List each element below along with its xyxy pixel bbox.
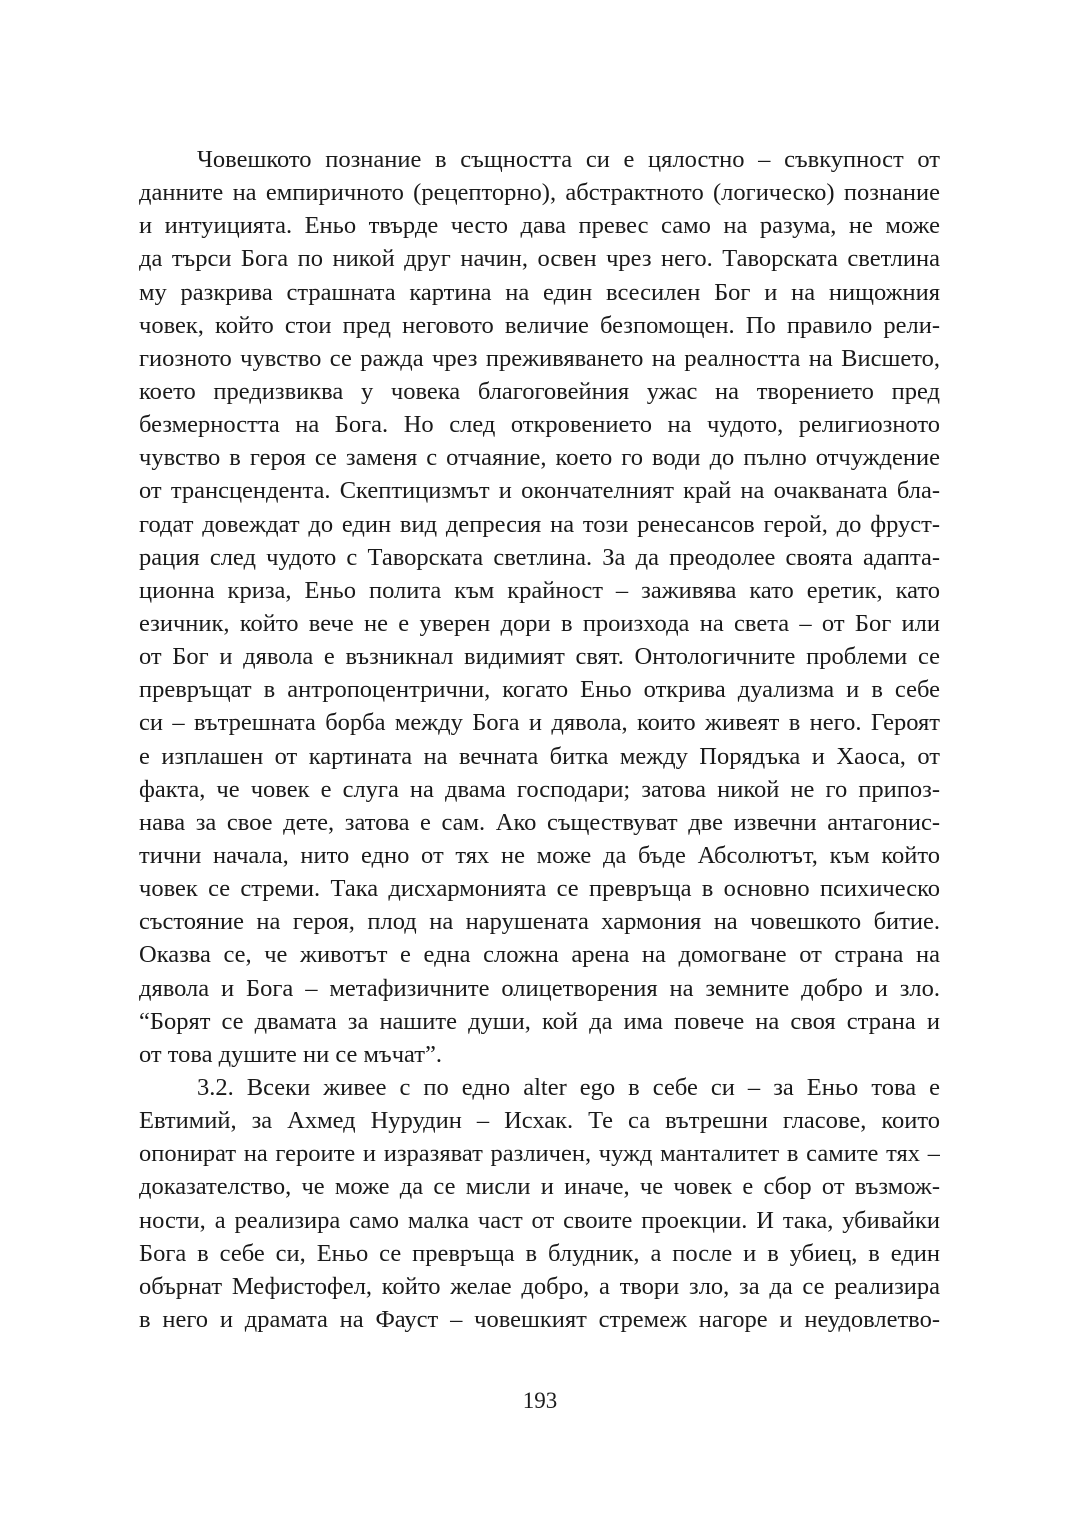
text-line: състояние на героя, плод на нарушената хармония на човешкото битие.: [139, 908, 940, 936]
text-line: от Бог и дявола е възникнал видимият свят. Онтологичните проблеми се: [139, 643, 940, 671]
text-line: Евтимий, за Ахмед Нурудин – Исхак. Те са вътрешни гласове, които: [139, 1107, 940, 1135]
text-line: си – вътрешната борба между Бога и дявола, които живеят в него. Героят: [139, 709, 940, 737]
text-line: превръщат в антропоцентрични, когато Еньо открива дуализма и в себе: [139, 676, 940, 704]
text-line: което предизвиква у човека благоговейния ужас на творението пред: [139, 377, 940, 405]
text-line: чувство в героя се заменя с отчаяние, което го води до пълно отчуждение: [139, 444, 940, 472]
text-line: данните на емпиричното (рецепторно), абстрактното (логическо) познание: [139, 179, 940, 207]
text-line: нава за свое дете, затова е сам. Ако съществуват две извечни антагонис-: [139, 808, 940, 836]
text-line: в него и драмата на Фауст – човешкият стремеж нагоре и неудовлетво-: [139, 1305, 940, 1333]
text-line: рация след чудото с Таворската светлина. За да преодолее своята адапта-: [139, 543, 940, 571]
text-line: ности, а реализира само малка част от своите проекции. И така, убивайки: [139, 1206, 940, 1234]
text-line: езичник, който вече не е уверен дори в произхода на света – от Бог или: [139, 609, 940, 637]
text-line: “Борят се двамата за нашите души, кой да има повече на своя страна и: [139, 1007, 940, 1035]
text-line: му разкрива страшната картина на един всесилен Бог и на нищожния: [139, 278, 940, 306]
page-number: 193: [522, 1388, 558, 1413]
text-line: от това душите ни се мъчат”.: [139, 1040, 442, 1068]
text-line: дявола и Бога – метафизичните олицетворения на земните добро и зло.: [139, 974, 940, 1002]
text-line: факта, че човек е слуга на двама господари; затова никой не го припоз-: [139, 775, 940, 803]
text-line: човек се стреми. Така дисхармонията се превръща в основно психическо: [139, 875, 940, 903]
text-line: 3.2. Всеки живее с по едно alter ego в себе си – за Еньо това е: [197, 1073, 940, 1101]
text-line: обърнат Мефистофел, който желае добро, а твори зло, за да се реализира: [139, 1272, 940, 1300]
text-line: Бога в себе си, Еньо се превръща в блудник, а после и в убиец, в един: [139, 1239, 940, 1267]
text-line: опонират на героите и изразяват различен, чужд манталитет в самите тях –: [139, 1140, 940, 1168]
text-line: човек, който стои пред неговото величие безпомощен. По правило рели-: [139, 311, 940, 339]
text-line: да търси Бога по никой друг начин, освен чрез него. Таворската светлина: [139, 245, 940, 273]
text-line: годат довеждат до един вид депресия на този ренесансов герой, до фруст-: [139, 510, 940, 538]
text-line: и интуицията. Еньо твърде често дава превес само на разума, не може: [139, 212, 940, 240]
text-line: гиозното чувство се ражда чрез преживяването на реалността на Висшето,: [139, 344, 940, 372]
text-line: тични начала, нито едно от тях не може да бъде Абсолютът, към който: [139, 841, 940, 869]
text-line: Човешкото познание в същността си е цялостно – съвкупност от: [197, 146, 940, 173]
text-line: от трансцендента. Скептицизмът и окончателният край на очакваната бла-: [139, 477, 940, 505]
text-line: доказателство, че може да се мисли и иначе, че човек е сбор от възмож-: [139, 1173, 940, 1201]
text-line: Оказва се, че животът е една сложна арена на домогване от страна на: [139, 941, 940, 969]
text-line: ционна криза, Еньо полита към крайност – заживява като еретик, като: [139, 576, 940, 604]
body-text: [139, 143, 940, 1336]
text-line: е изплашен от картината на вечната битка между Порядъка и Хаоса, от: [139, 742, 940, 770]
text-line: безмерността на Бога. Но след откровението на чудото, религиозното: [139, 411, 940, 439]
